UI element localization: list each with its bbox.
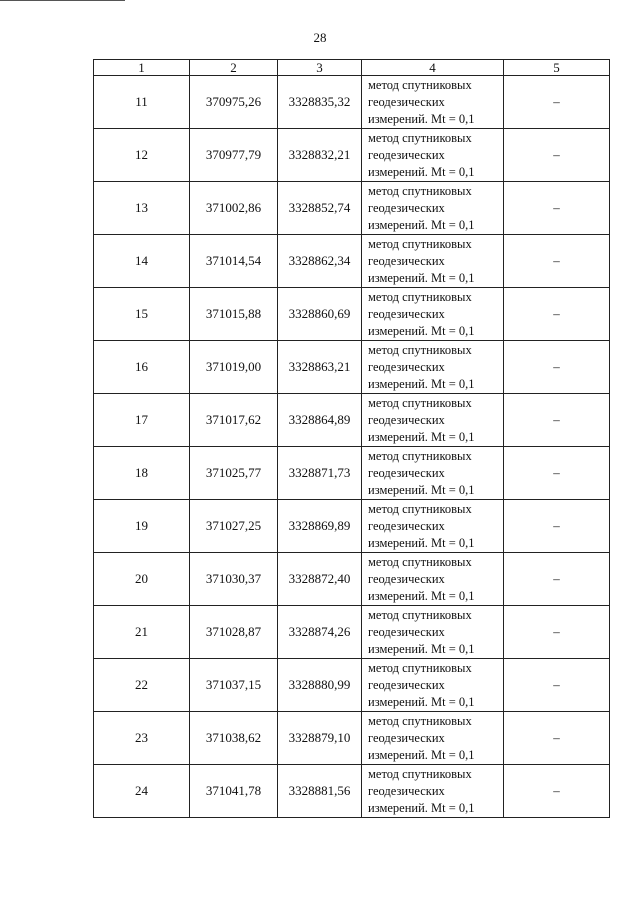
table-row: [94, 288, 610, 341]
method-line: метод спутниковых: [368, 607, 472, 622]
table-row: [94, 76, 610, 129]
note-cell: –: [504, 659, 610, 712]
method-cell: [362, 341, 504, 394]
x-coordinate-cell: 371038,62: [190, 712, 278, 765]
method-line: измерений. Mt = 0,1: [368, 323, 475, 338]
column-header-1: 1: [94, 60, 190, 76]
y-coordinate-cell: 3328872,40: [278, 553, 362, 606]
method-line: геодезических: [368, 359, 445, 374]
method-cell: [362, 500, 504, 553]
x-coordinate-cell: 371030,37: [190, 553, 278, 606]
method-cell: [362, 553, 504, 606]
table-row: [94, 394, 610, 447]
method-cell: [362, 288, 504, 341]
x-coordinate-cell: 371041,78: [190, 765, 278, 818]
table-row: [94, 447, 610, 500]
x-coordinate-cell: 370975,26: [190, 76, 278, 129]
method-line: геодезических: [368, 200, 445, 215]
point-number-cell: 24: [94, 765, 190, 818]
method-line: метод спутниковых: [368, 713, 472, 728]
method-line: измерений. Mt = 0,1: [368, 111, 475, 126]
method-cell: [362, 394, 504, 447]
point-number-cell: 17: [94, 394, 190, 447]
method-line: измерений. Mt = 0,1: [368, 694, 475, 709]
table-row: [94, 765, 610, 818]
method-line: измерений. Mt = 0,1: [368, 270, 475, 285]
y-coordinate-cell: 3328864,89: [278, 394, 362, 447]
column-header-2: 2: [190, 60, 278, 76]
point-number-cell: 16: [94, 341, 190, 394]
note-cell: –: [504, 553, 610, 606]
method-line: геодезических: [368, 783, 445, 798]
method-line: метод спутниковых: [368, 183, 472, 198]
point-number-cell: 14: [94, 235, 190, 288]
method-cell: [362, 659, 504, 712]
method-line: метод спутниковых: [368, 766, 472, 781]
method-line: метод спутниковых: [368, 660, 472, 675]
method-line: метод спутниковых: [368, 448, 472, 463]
y-coordinate-cell: 3328871,73: [278, 447, 362, 500]
note-cell: –: [504, 341, 610, 394]
method-line: метод спутниковых: [368, 77, 472, 92]
method-cell: [362, 447, 504, 500]
method-line: метод спутниковых: [368, 130, 472, 145]
x-coordinate-cell: 371017,62: [190, 394, 278, 447]
point-number-cell: 15: [94, 288, 190, 341]
table-row: [94, 182, 610, 235]
point-number-cell: 22: [94, 659, 190, 712]
point-number-cell: 23: [94, 712, 190, 765]
method-line: измерений. Mt = 0,1: [368, 429, 475, 444]
note-cell: –: [504, 235, 610, 288]
y-coordinate-cell: 3328852,74: [278, 182, 362, 235]
method-line: измерений. Mt = 0,1: [368, 217, 475, 232]
method-line: метод спутниковых: [368, 236, 472, 251]
method-cell: [362, 235, 504, 288]
y-coordinate-cell: 3328863,21: [278, 341, 362, 394]
y-coordinate-cell: 3328869,89: [278, 500, 362, 553]
method-line: метод спутниковых: [368, 289, 472, 304]
method-line: измерений. Mt = 0,1: [368, 164, 475, 179]
x-coordinate-cell: 371025,77: [190, 447, 278, 500]
point-number-cell: 18: [94, 447, 190, 500]
method-line: геодезических: [368, 624, 445, 639]
point-number-cell: 21: [94, 606, 190, 659]
y-coordinate-cell: 3328879,10: [278, 712, 362, 765]
table-row: [94, 500, 610, 553]
table-row: [94, 129, 610, 182]
table-header-row: [94, 60, 610, 76]
x-coordinate-cell: 371019,00: [190, 341, 278, 394]
note-cell: –: [504, 182, 610, 235]
x-coordinate-cell: 371002,86: [190, 182, 278, 235]
note-cell: –: [504, 447, 610, 500]
column-header-4: 4: [362, 60, 504, 76]
table-row: [94, 553, 610, 606]
method-cell: [362, 129, 504, 182]
x-coordinate-cell: 371014,54: [190, 235, 278, 288]
method-line: геодезических: [368, 571, 445, 586]
method-cell: [362, 765, 504, 818]
note-cell: –: [504, 394, 610, 447]
method-line: метод спутниковых: [368, 342, 472, 357]
point-number-cell: 19: [94, 500, 190, 553]
method-line: геодезических: [368, 306, 445, 321]
method-line: геодезических: [368, 518, 445, 533]
y-coordinate-cell: 3328860,69: [278, 288, 362, 341]
method-line: геодезических: [368, 147, 445, 162]
point-number-cell: 13: [94, 182, 190, 235]
note-cell: –: [504, 765, 610, 818]
method-line: геодезических: [368, 730, 445, 745]
method-line: измерений. Mt = 0,1: [368, 376, 475, 391]
page-number: 28: [313, 30, 327, 45]
table-row: [94, 606, 610, 659]
method-line: измерений. Mt = 0,1: [368, 641, 475, 656]
x-coordinate-cell: 371028,87: [190, 606, 278, 659]
note-cell: –: [504, 500, 610, 553]
coordinates-table: [93, 59, 610, 818]
y-coordinate-cell: 3328880,99: [278, 659, 362, 712]
method-line: измерений. Mt = 0,1: [368, 747, 475, 762]
method-cell: [362, 182, 504, 235]
table-row: [94, 341, 610, 394]
table-row: [94, 712, 610, 765]
point-number-cell: 11: [94, 76, 190, 129]
note-cell: –: [504, 606, 610, 659]
column-header-3: 3: [278, 60, 362, 76]
y-coordinate-cell: 3328835,32: [278, 76, 362, 129]
y-coordinate-cell: 3328874,26: [278, 606, 362, 659]
method-line: геодезических: [368, 94, 445, 109]
method-cell: [362, 76, 504, 129]
note-cell: –: [504, 288, 610, 341]
column-header-5: 5: [504, 60, 610, 76]
note-cell: –: [504, 76, 610, 129]
table-body: [94, 76, 610, 818]
method-line: измерений. Mt = 0,1: [368, 482, 475, 497]
x-coordinate-cell: 371027,25: [190, 500, 278, 553]
x-coordinate-cell: 370977,79: [190, 129, 278, 182]
note-cell: –: [504, 712, 610, 765]
point-number-cell: 20: [94, 553, 190, 606]
method-line: геодезических: [368, 412, 445, 427]
method-line: геодезических: [368, 465, 445, 480]
x-coordinate-cell: 371015,88: [190, 288, 278, 341]
y-coordinate-cell: 3328862,34: [278, 235, 362, 288]
method-line: геодезических: [368, 677, 445, 692]
method-cell: [362, 606, 504, 659]
method-line: метод спутниковых: [368, 395, 472, 410]
x-coordinate-cell: 371037,15: [190, 659, 278, 712]
note-cell: –: [504, 129, 610, 182]
method-line: измерений. Mt = 0,1: [368, 588, 475, 603]
y-coordinate-cell: 3328832,21: [278, 129, 362, 182]
y-coordinate-cell: 3328881,56: [278, 765, 362, 818]
method-line: измерений. Mt = 0,1: [368, 535, 475, 550]
method-line: метод спутниковых: [368, 501, 472, 516]
method-line: метод спутниковых: [368, 554, 472, 569]
method-cell: [362, 712, 504, 765]
method-line: измерений. Mt = 0,1: [368, 800, 475, 815]
top-rule: [0, 0, 125, 1]
table-row: [94, 659, 610, 712]
method-line: геодезических: [368, 253, 445, 268]
point-number-cell: 12: [94, 129, 190, 182]
table-row: [94, 235, 610, 288]
